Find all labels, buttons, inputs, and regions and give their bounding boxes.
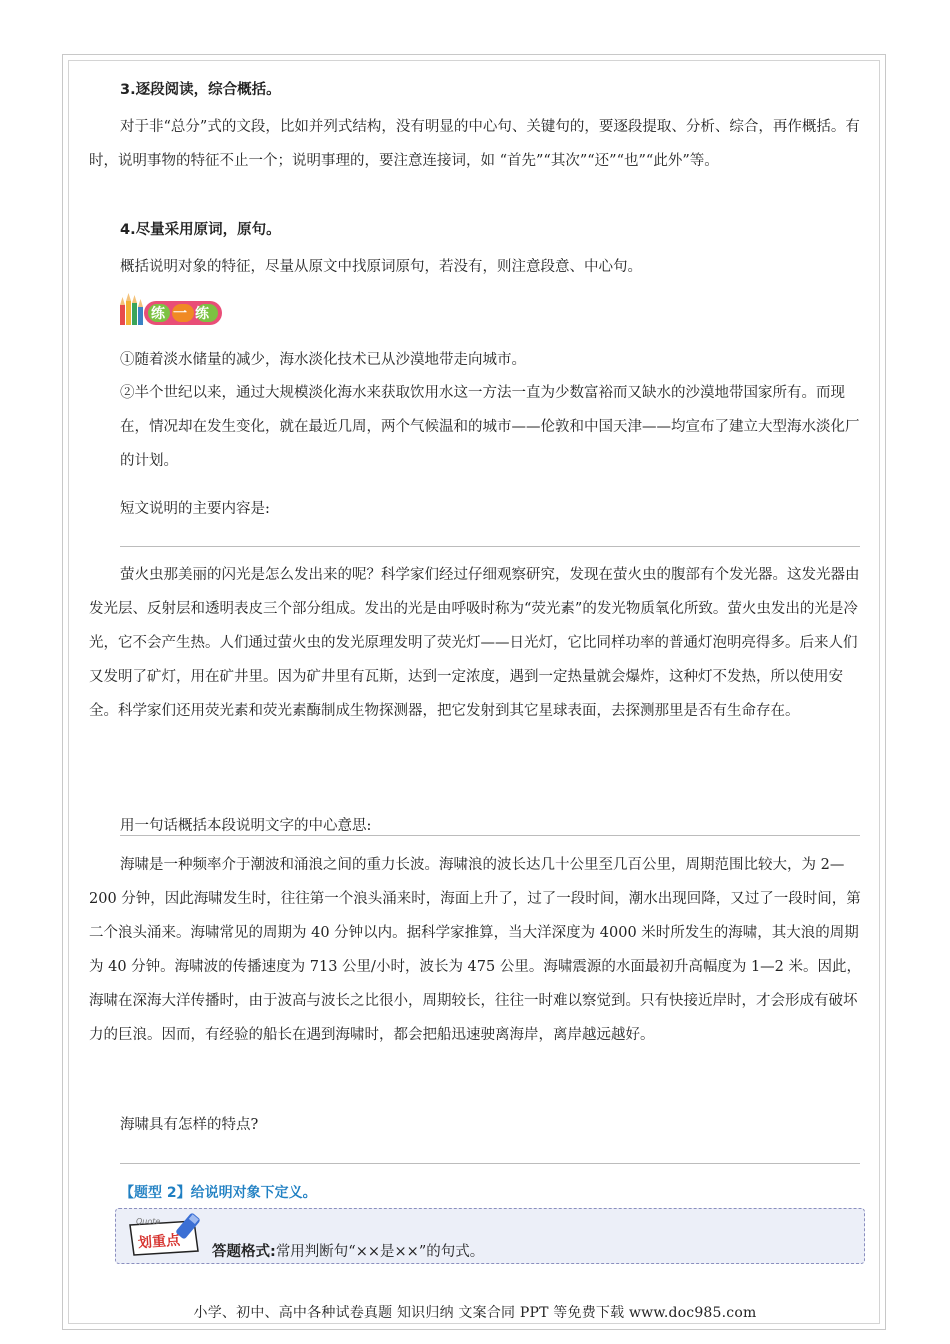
heading-3: 3.逐段阅读，综合概括。 — [120, 82, 281, 98]
answer-line-1[interactable] — [120, 546, 860, 547]
key-point-badge-text: 划重点 — [137, 1232, 181, 1252]
exercise3-passage: 海啸是一种频率介于潮波和涌浪之间的重力长波。海啸浪的波长达几十公里至几百公里，周期范围比较大，为 2—200 分钟，因此海啸发生时，往往第一个浪头涌来时，海面上升了，过了一段时间，潮水出现回降，又过了一段时间，第二个浪头涌来。海啸常见的周期为 40 分钟以内。据科学家推算，当大洋深度为 4000 米时所发生的海啸，其大浪的周期为 40 分钟。海啸波的传播速度为 713 公里/小时，波长为 475 公里。海啸震源的水面最初升高幅度为 1—2 米。因此，海啸在深海大洋传播时，由于波高与波长之比很小，周期较长，往往一时难以察觉到。只有快接近岸时，才会形成有破坏力的巨浪。因而，有经验的船长在遇到海啸时，都会把船迅速驶离海岸，离岸越远越好。 — [89, 857, 862, 1043]
paragraph-4: 概括说明对象的特征，尽量从原文中找原词原句，若没有，则注意段意、中心句。 — [120, 259, 642, 275]
exercise3-question: 海啸具有怎样的特点? — [120, 1117, 259, 1133]
key-point-label: 答题格式: — [212, 1244, 276, 1260]
paragraph-3: 对于非“总分”式的文段，比如并列式结构，没有明显的中心句、关键句的，要逐段提取、分析、综合，再作概括。有时，说明事物的特征不止一个；说明事理的，要注意连接词，如 “首先”“其次”“还”“也”“此外”等。 — [89, 119, 860, 169]
question-type-2: 【题型 2】给说明对象下定义。 — [120, 1185, 317, 1201]
key-point-content: 常用判断句“××是××”的句式。 — [275, 1244, 485, 1260]
practice-badge — [118, 291, 226, 329]
key-point-line — [212, 1240, 484, 1261]
exercise2-question: 用一句话概括本段说明文字的中心意思: — [120, 818, 372, 834]
exercise2-passage: 萤火虫那美丽的闪光是怎么发出来的呢？科学家们经过仔细观察研究，发现在萤火虫的腹部有个发光器。这发光器由发光层、反射层和透明表皮三个部分组成。发出的光是由呼吸时称为“荧光素”的发光物质氧化所致。萤火虫发出的光是冷光，它不会产生热。人们通过萤火虫的发光原理发明了荧光灯——日光灯，它比同样功率的普通灯泡明亮得多。后来人们又发明了矿灯，用在矿井里。因为矿井里有瓦斯，达到一定浓度，遇到一定热量就会爆炸，这种灯不发热，所以使用安全。科学家们还用荧光素和荧光素酶制成生物探测器，把它发射到其它星球表面，去探测那里是否有生命存在。 — [89, 567, 860, 719]
quote-text: Quote — [136, 1217, 161, 1226]
exercise1-question: 短文说明的主要内容是: — [120, 501, 270, 517]
practice-badge-text: 练一练 — [151, 306, 217, 322]
exercise1-sentence2: ②半个世纪以来，通过大规模淡化海水来获取饮用水这一方法一直为少数富裕而又缺水的沙漠地带国家所有。而现在，情况却在发生变化，就在最近几周，两个气候温和的城市——伦敦和中国天津——均宣布了建立大型海水淡化厂的计划。 — [120, 385, 860, 469]
answer-line-3[interactable] — [120, 1163, 860, 1164]
footer: 小学、初中、高中各种试卷真题 知识归纳 文案合同 PPT 等免费下载 www.doc985.com — [193, 1305, 757, 1321]
exercise1-sentence1: ①随着淡水储量的减少，海水淡化技术已从沙漠地带走向城市。 — [120, 352, 526, 368]
heading-4: 4.尽量采用原词，原句。 — [120, 222, 281, 238]
answer-line-2[interactable] — [120, 835, 860, 836]
